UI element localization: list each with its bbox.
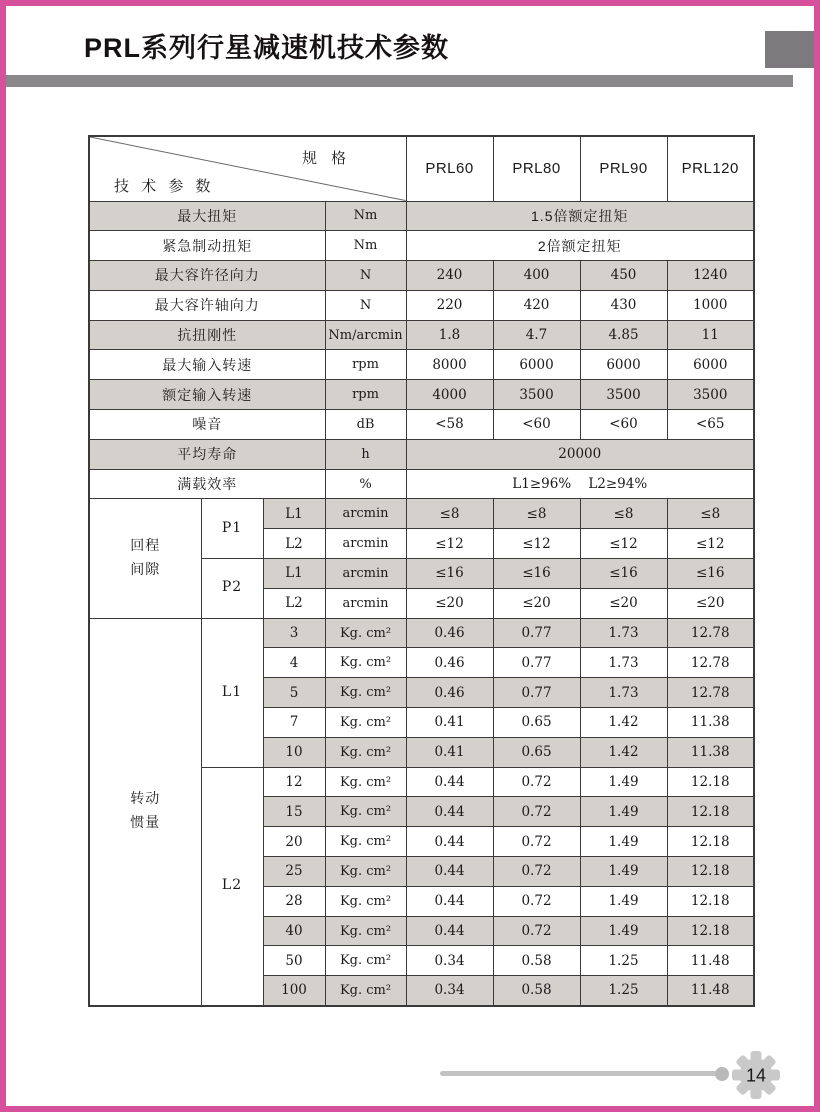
value-cell: ≤8 [667, 499, 754, 529]
value-cell: 4.7 [493, 320, 580, 350]
unit-cell: Kg. cm² [325, 618, 406, 648]
param-label-cell: 满载效率 [89, 469, 325, 499]
value-cell: ≤12 [580, 529, 667, 559]
group-backlash: 回程 间隙 [89, 499, 201, 618]
param-label-cell: 额定输入转速 [89, 380, 325, 410]
value-cell: 0.58 [493, 976, 580, 1006]
ratio-cell: 50 [263, 946, 325, 976]
value-cell: ≤16 [406, 559, 493, 589]
header-param-label: 技 术 参 数 [114, 178, 215, 195]
value-cell: ≤20 [667, 588, 754, 618]
value-cell: ≤12 [406, 529, 493, 559]
value-cell: 430 [580, 290, 667, 320]
value-cell: 1.49 [580, 827, 667, 857]
value-cell: 0.41 [406, 737, 493, 767]
value-cell: ≤20 [580, 588, 667, 618]
value-cell: 0.72 [493, 797, 580, 827]
unit-cell: Kg. cm² [325, 678, 406, 708]
ratio-cell: L2 [263, 588, 325, 618]
spec-table [88, 135, 755, 1007]
unit-cell: arcmin [325, 529, 406, 559]
value-cell: ≤8 [493, 499, 580, 529]
value-cell: 1.25 [580, 946, 667, 976]
value-cell: 0.46 [406, 678, 493, 708]
ratio-cell: 25 [263, 857, 325, 887]
value-cell: ≤16 [580, 559, 667, 589]
value-cell: 0.44 [406, 767, 493, 797]
value-cell: 0.72 [493, 857, 580, 887]
value-cell: 0.44 [406, 857, 493, 887]
column-header-prl120: PRL120 [667, 136, 754, 201]
group-label-cell: L1 [201, 618, 263, 767]
value-cell: 1.49 [580, 797, 667, 827]
unit-cell: arcmin [325, 559, 406, 589]
unit-cell: N [325, 290, 406, 320]
value-cell: 0.77 [493, 678, 580, 708]
spec-table-wrap [88, 135, 755, 1007]
value-cell: <58 [406, 410, 493, 440]
value-cell: 1.49 [580, 767, 667, 797]
param-label-cell: 平均寿命 [89, 439, 325, 469]
value-cell: 12.18 [667, 916, 754, 946]
spec-table-body [89, 201, 754, 1006]
value-cell: 1.73 [580, 678, 667, 708]
value-cell: 0.44 [406, 827, 493, 857]
value-cell: 1000 [667, 290, 754, 320]
value-cell: 4.85 [580, 320, 667, 350]
value-cell: 12.78 [667, 678, 754, 708]
value-cell: 420 [493, 290, 580, 320]
value-cell: 3500 [493, 380, 580, 410]
header-spec-label: 规 格 [302, 150, 352, 167]
table-row [89, 380, 754, 410]
value-cell: 12.78 [667, 618, 754, 648]
value-cell: 1.49 [580, 857, 667, 887]
value-cell: 11.38 [667, 708, 754, 738]
value-cell: 0.72 [493, 886, 580, 916]
value-cell: 11.38 [667, 737, 754, 767]
ratio-cell: 28 [263, 886, 325, 916]
group-label-cell: P2 [201, 559, 263, 619]
value-cell: 3500 [580, 380, 667, 410]
value-cell: 1.25 [580, 976, 667, 1006]
group-label-cell: P1 [201, 499, 263, 559]
value-cell: 0.77 [493, 648, 580, 678]
ratio-cell: L1 [263, 559, 325, 589]
column-header-prl60: PRL60 [406, 136, 493, 201]
table-row [89, 290, 754, 320]
column-header-prl80: PRL80 [493, 136, 580, 201]
value-cell: <60 [493, 410, 580, 440]
table-row [89, 320, 754, 350]
value-cell: ≤16 [493, 559, 580, 589]
value-cell: 1.42 [580, 708, 667, 738]
value-cell: ≤12 [493, 529, 580, 559]
value-cell: <65 [667, 410, 754, 440]
param-label-cell: 最大输入转速 [89, 350, 325, 380]
unit-cell: dB [325, 410, 406, 440]
ratio-cell: 40 [263, 916, 325, 946]
value-cell: 0.72 [493, 916, 580, 946]
value-cell: 1.49 [580, 886, 667, 916]
unit-cell: Kg. cm² [325, 916, 406, 946]
value-cell: 0.44 [406, 886, 493, 916]
unit-cell: Kg. cm² [325, 797, 406, 827]
value-cell: 6000 [667, 350, 754, 380]
value-cell: 12.18 [667, 827, 754, 857]
ratio-cell: 20 [263, 827, 325, 857]
unit-cell: Kg. cm² [325, 886, 406, 916]
ratio-cell: 15 [263, 797, 325, 827]
table-row [89, 410, 754, 440]
value-cell: 400 [493, 261, 580, 291]
value-cell: 1.49 [580, 916, 667, 946]
value-cell: ≤20 [406, 588, 493, 618]
diagonal-header-cell [89, 136, 406, 201]
unit-cell: Kg. cm² [325, 946, 406, 976]
value-cell: 1.42 [580, 737, 667, 767]
unit-cell: rpm [325, 350, 406, 380]
ratio-cell: 3 [263, 618, 325, 648]
table-row [89, 201, 754, 231]
unit-cell: Kg. cm² [325, 708, 406, 738]
param-label-cell: 最大容许径向力 [89, 261, 325, 291]
value-cell: 1.73 [580, 648, 667, 678]
value-cell: 0.72 [493, 827, 580, 857]
value-cell: 0.77 [493, 618, 580, 648]
value-cell: 0.65 [493, 708, 580, 738]
value-cell: 0.41 [406, 708, 493, 738]
unit-cell: arcmin [325, 499, 406, 529]
ratio-cell: 5 [263, 678, 325, 708]
value-cell: 12.78 [667, 648, 754, 678]
page-number: 14 [745, 1065, 767, 1086]
value-cell: 6000 [493, 350, 580, 380]
table-row [89, 231, 754, 261]
unit-cell: Kg. cm² [325, 857, 406, 887]
value-cell: 11.48 [667, 976, 754, 1006]
value-cell: 1240 [667, 261, 754, 291]
ratio-cell: 4 [263, 648, 325, 678]
value-cell: 0.34 [406, 946, 493, 976]
value-cell: ≤16 [667, 559, 754, 589]
value-cell: 1.5倍额定扭矩 [406, 201, 754, 231]
unit-cell: Nm [325, 201, 406, 231]
unit-cell: N [325, 261, 406, 291]
param-label-cell: 抗扭刚性 [89, 320, 325, 350]
param-label-cell: 最大扭矩 [89, 201, 325, 231]
unit-cell: % [325, 469, 406, 499]
unit-cell: Kg. cm² [325, 767, 406, 797]
ratio-cell: 12 [263, 767, 325, 797]
ratio-cell: 10 [263, 737, 325, 767]
value-cell: 0.44 [406, 797, 493, 827]
value-cell: 3500 [667, 380, 754, 410]
title-underline-bar [6, 75, 793, 87]
value-cell: 12.18 [667, 886, 754, 916]
value-cell: 11 [667, 320, 754, 350]
unit-cell: Kg. cm² [325, 976, 406, 1006]
value-cell: <60 [580, 410, 667, 440]
value-cell: ≤12 [667, 529, 754, 559]
value-cell: 12.18 [667, 857, 754, 887]
unit-cell: Kg. cm² [325, 827, 406, 857]
footer-rule-line [440, 1071, 722, 1076]
group-label-cell: L2 [201, 767, 263, 1005]
value-cell: 0.58 [493, 946, 580, 976]
page-title: PRL系列行星减速机技术参数 [84, 33, 449, 63]
table-row [89, 469, 754, 499]
page-number-gear-icon [732, 1051, 780, 1099]
param-label-cell: 紧急制动扭矩 [89, 231, 325, 261]
ratio-cell: 7 [263, 708, 325, 738]
ratio-cell: 100 [263, 976, 325, 1006]
ratio-cell: L1 [263, 499, 325, 529]
value-cell: 0.44 [406, 916, 493, 946]
value-cell: 0.46 [406, 618, 493, 648]
value-cell: ≤8 [580, 499, 667, 529]
value-cell: 11.48 [667, 946, 754, 976]
table-row [89, 350, 754, 380]
unit-cell: Nm/arcmin [325, 320, 406, 350]
value-cell: 12.18 [667, 767, 754, 797]
unit-cell: h [325, 439, 406, 469]
value-cell: 1.73 [580, 618, 667, 648]
unit-cell: Nm [325, 231, 406, 261]
table-row [89, 439, 754, 469]
value-cell: ≤8 [406, 499, 493, 529]
value-cell: 0.34 [406, 976, 493, 1006]
value-cell: 6000 [580, 350, 667, 380]
param-label-cell: 噪音 [89, 410, 325, 440]
unit-cell: rpm [325, 380, 406, 410]
value-cell: 4000 [406, 380, 493, 410]
param-label-cell: 最大容许轴向力 [89, 290, 325, 320]
value-cell: 20000 [406, 439, 754, 469]
ratio-cell: L2 [263, 529, 325, 559]
value-cell: 240 [406, 261, 493, 291]
value-cell: 220 [406, 290, 493, 320]
value-cell: 0.46 [406, 648, 493, 678]
corner-decor-square [765, 31, 820, 68]
table-row [89, 261, 754, 291]
unit-cell: Kg. cm² [325, 737, 406, 767]
value-cell: 2倍额定扭矩 [406, 231, 754, 261]
group-inertia: 转动 惯量 [89, 618, 201, 1005]
footer-dot [715, 1067, 729, 1081]
unit-cell: Kg. cm² [325, 648, 406, 678]
value-cell: 8000 [406, 350, 493, 380]
unit-cell: arcmin [325, 588, 406, 618]
value-cell: 450 [580, 261, 667, 291]
value-cell: ≤20 [493, 588, 580, 618]
value-cell: 0.65 [493, 737, 580, 767]
column-header-prl90: PRL90 [580, 136, 667, 201]
value-cell: L1≥96% L2≥94% [406, 469, 754, 499]
table-row [89, 499, 754, 529]
value-cell: 0.72 [493, 767, 580, 797]
value-cell: 1.8 [406, 320, 493, 350]
table-row [89, 618, 754, 648]
value-cell: 12.18 [667, 797, 754, 827]
